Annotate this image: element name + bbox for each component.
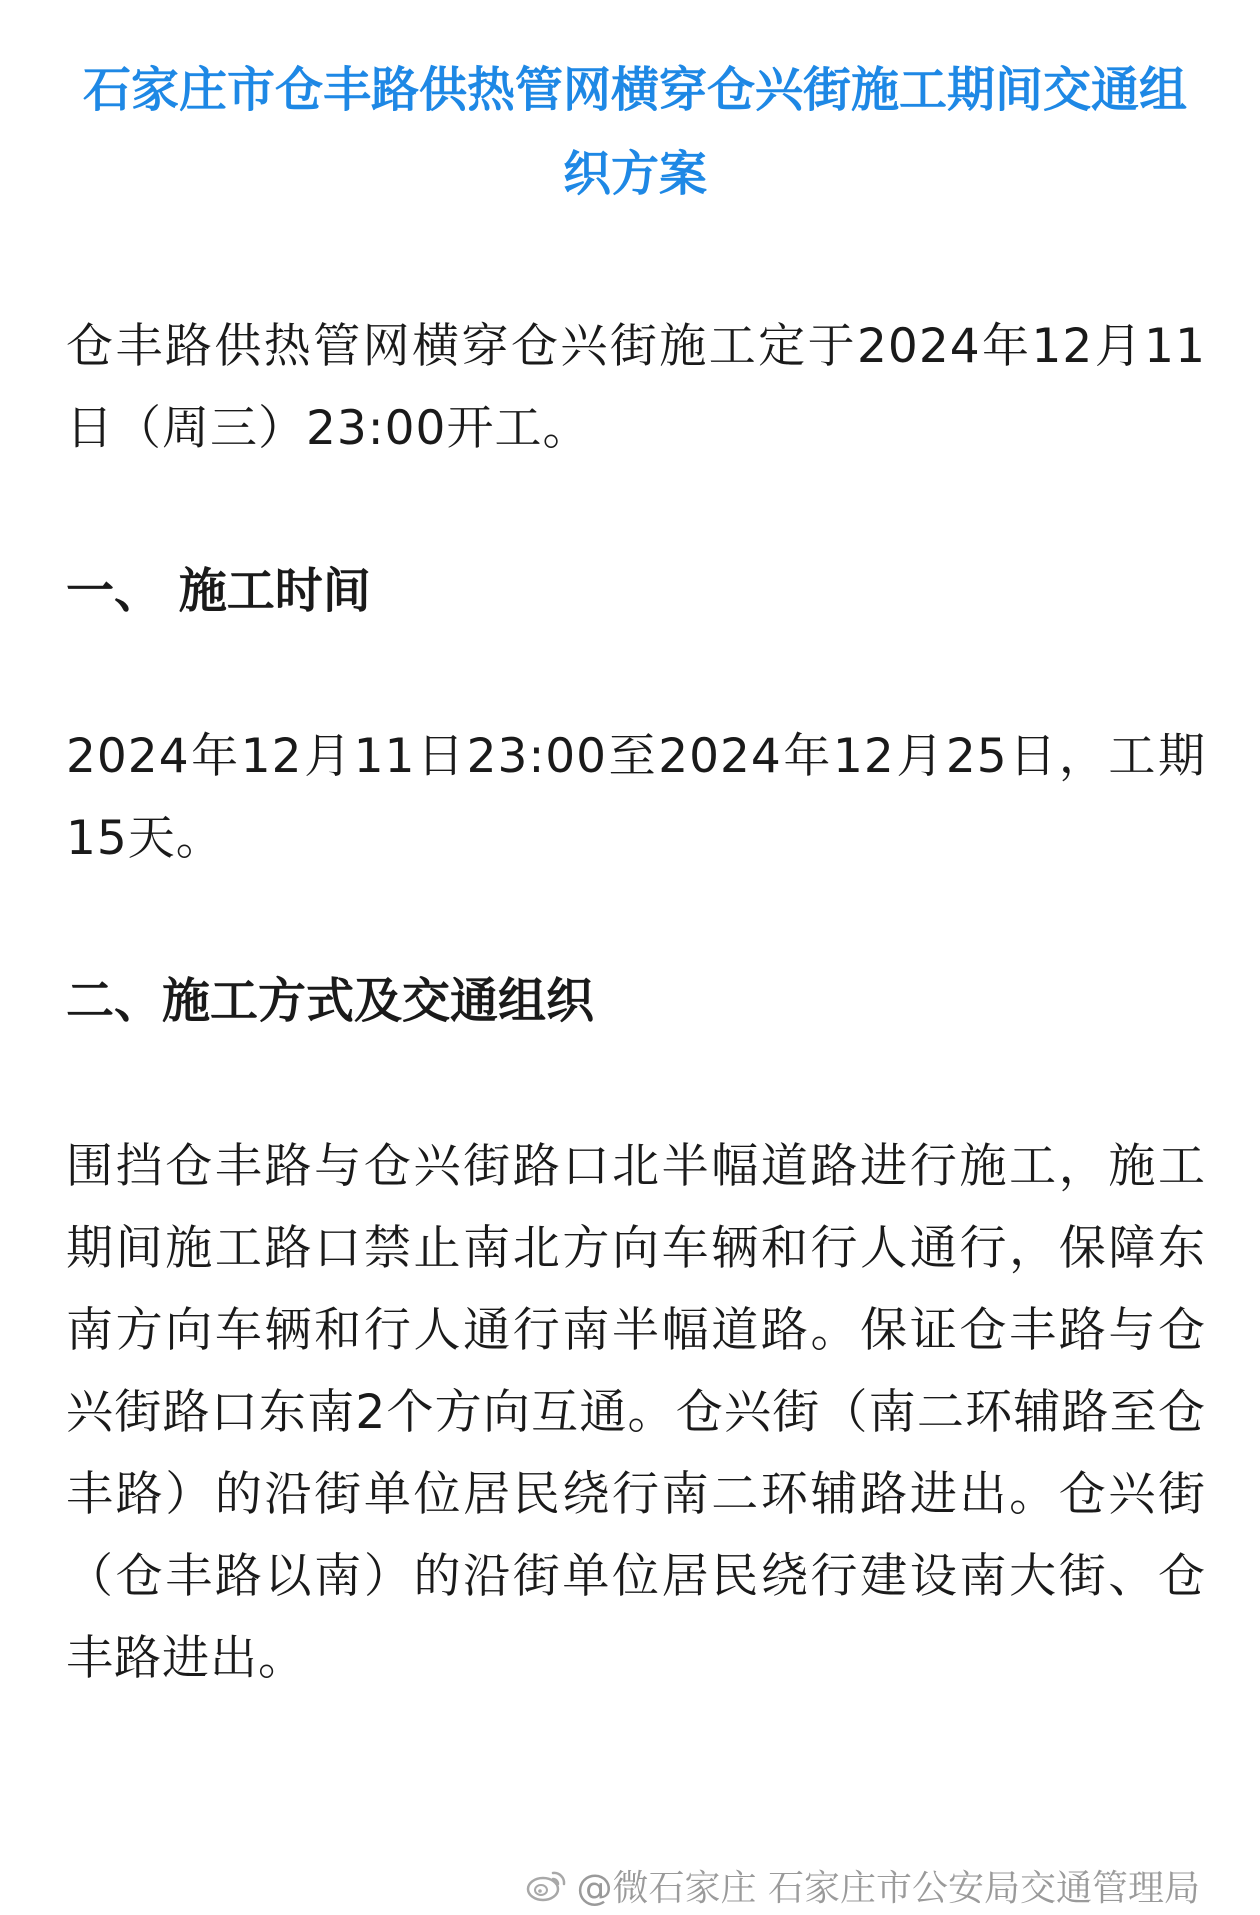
section-heading-traffic-organization: 二、施工方式及交通组织: [66, 973, 595, 1029]
section-heading-construction-time: 一、 施工时间: [66, 563, 371, 619]
section-body-traffic-organization: 围挡仓丰路与仓兴街路口北半幅道路进行施工，施工期间施工路口禁止南北方向车辆和行人通行，保障东南方向车辆和行人通行南半幅道路。保证仓丰路与仓兴街路口东南2个方向互通。仓兴街（南二环辅路至仓丰路）的沿街单位居民绕行南二环辅路进出。仓兴街（仓丰路以南）的沿街单位居民绕行建设南大街、仓丰路进出。: [66, 1139, 1206, 1686]
section-body-construction-time: 2024年12月11日23:00至2024年12月25日，工期15天。: [66, 729, 1206, 866]
intro-paragraph: 仓丰路供热管网横穿仓兴街施工定于2024年12月11日（周三）23:00开工。: [66, 319, 1206, 456]
watermark: [525, 1857, 1200, 1913]
article-title: 石家庄市仓丰路供热管网横穿仓兴街施工期间交通组织方案: [82, 62, 1187, 202]
watermark-text: @微石家庄 石家庄市公安局交通管理局: [576, 1867, 1200, 1909]
weibo-icon: [525, 1867, 569, 1903]
